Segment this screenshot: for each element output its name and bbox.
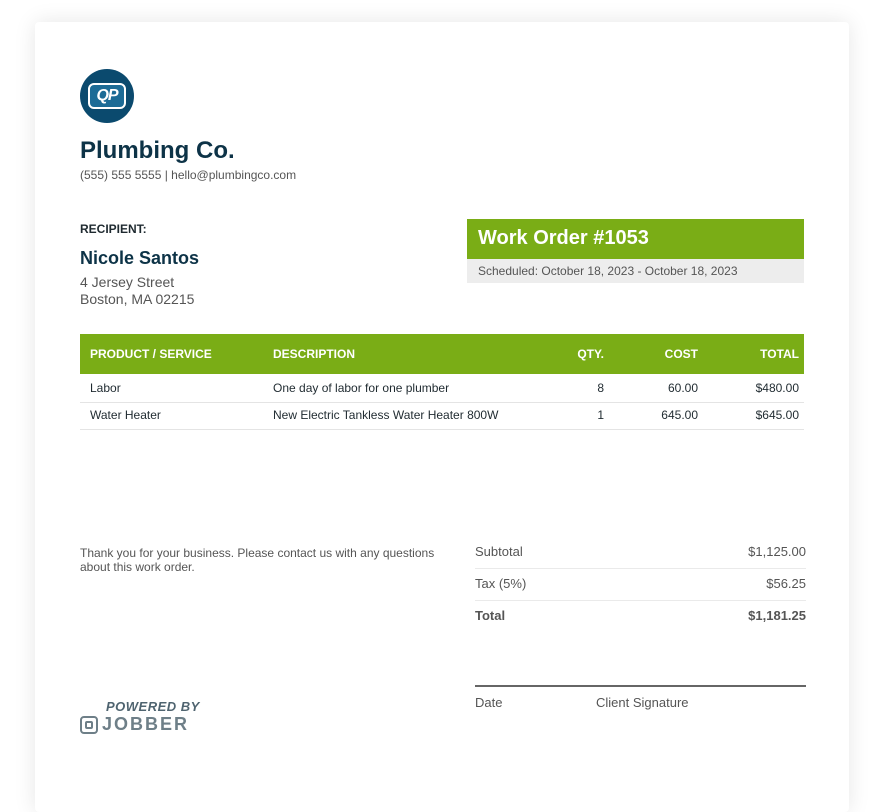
signature-line (475, 685, 806, 687)
work-order-title: Work Order #1053 (467, 219, 804, 259)
header-product: PRODUCT / SERVICE (90, 347, 212, 361)
row-total: $645.00 (755, 408, 799, 422)
logo-text: QP (88, 83, 126, 109)
jobber-brand-text: JOBBER (102, 714, 190, 734)
header-qty: QTY. (577, 347, 604, 361)
tax-value: $56.25 (766, 576, 806, 591)
date-label: Date (475, 695, 503, 710)
row-product: Water Heater (90, 408, 161, 422)
company-name: Plumbing Co. (80, 137, 235, 164)
tax-label: Tax (5%) (475, 576, 527, 591)
header-description: DESCRIPTION (273, 347, 356, 361)
row-cost: 60.00 (667, 381, 698, 395)
recipient-name: Nicole Santos (80, 248, 200, 268)
table-row (80, 402, 804, 430)
header-total: TOTAL (760, 347, 799, 361)
row-cost: 645.00 (661, 408, 698, 422)
thank-you-note: Thank you for your business. Please contact us with any questions about this work order. (80, 546, 435, 574)
row-qty: 1 (597, 408, 604, 422)
jobber-logo (80, 714, 189, 735)
work-order-schedule: Scheduled: October 18, 2023 - October 18, 2023 (467, 259, 804, 283)
recipient-address-line1: 4 Jersey Street (80, 274, 175, 290)
table-row (80, 375, 804, 403)
row-description: New Electric Tankless Water Heater 800W (273, 408, 499, 422)
recipient-address-line2: Boston, MA 02215 (80, 291, 195, 307)
subtotal-row (475, 536, 806, 569)
recipient-label: RECIPIENT: (80, 222, 147, 236)
table-header (80, 334, 804, 374)
subtotal-value: $1,125.00 (748, 544, 806, 559)
row-product: Labor (90, 381, 121, 395)
header-cost: COST (664, 347, 698, 361)
total-label: Total (475, 608, 506, 623)
company-contact: (555) 555 5555 | hello@plumbingco.com (80, 168, 297, 182)
company-logo (80, 69, 134, 123)
subtotal-label: Subtotal (475, 544, 523, 559)
client-signature-label: Client Signature (596, 695, 689, 710)
row-total: $480.00 (755, 381, 799, 395)
row-qty: 8 (597, 381, 604, 395)
tax-row (475, 568, 806, 601)
total-value: $1,181.25 (748, 608, 806, 623)
powered-by-label: POWERED BY (106, 699, 200, 714)
row-description: One day of labor for one plumber (273, 381, 450, 395)
total-row (475, 600, 806, 632)
jobber-logo-icon (80, 716, 98, 734)
